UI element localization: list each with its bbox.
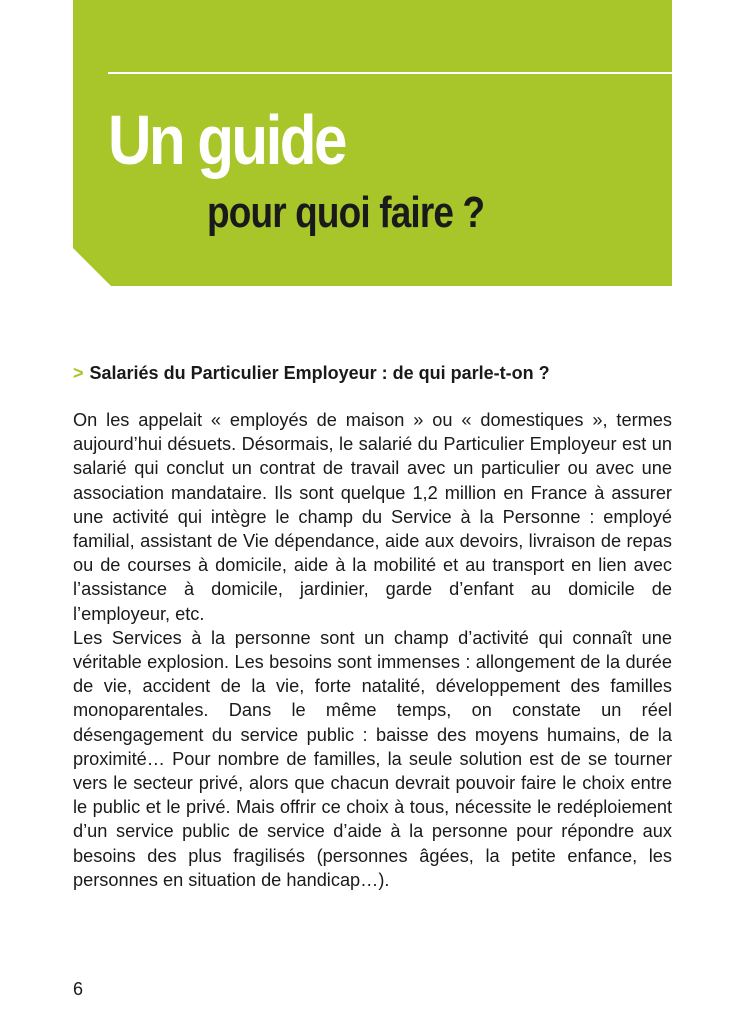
paragraph-1: On les appelait « employés de maison » ou « domestiques », termes aujourd’hui désuets. Désormais, le salarié du Particulier Employeur est un salarié qui conclut un contrat de travail avec un particulier ou avec une association mandataire. Ils sont quelque 1,2 million en France à assurer une activité qui intègre le champ du Service à la Personne : employé familial, assistant de Vie dépendance, aide aux devoirs, livraison de repas ou de courses à domicile, aide à la mobilité et au transport en lien avec l’assistance à domicile, jardinier, garde d’enfant au domicile de l’employeur, etc. [73, 410, 672, 624]
body-text [73, 408, 672, 892]
header-rule [108, 72, 672, 74]
paragraph-2: Les Services à la personne sont un champ d’activité qui connaît une véritable explosion. Les besoins sont immenses : allongement de la durée de vie, accident de la vie, forte natalité, développement des familles monoparentales. Dans le même temps, on constate un réel désengagement du service public : baisse des moyens humains, de la proximité… Pour nombre de familles, la seule solution est de se tourner vers le secteur privé, alors que chacun devrait pouvoir faire le choix entre le public et le privé. Mais offrir ce choix à tous, nécessite le redéploiement d’un service public de service d’aide à la personne pour répondre aux besoins des plus fragilisés (personnes âgées, la petite enfance, les personnes en situation de handicap…). [73, 627, 672, 890]
section-heading-text: Salariés du Particulier Employeur : de qui parle-t-on ? [89, 363, 550, 383]
section-heading [73, 361, 550, 385]
page-number: 6 [73, 979, 84, 999]
page-subtitle: pour quoi faire ? [207, 188, 485, 237]
section-marker: > [73, 363, 84, 383]
page-title: Un guide [108, 101, 345, 179]
